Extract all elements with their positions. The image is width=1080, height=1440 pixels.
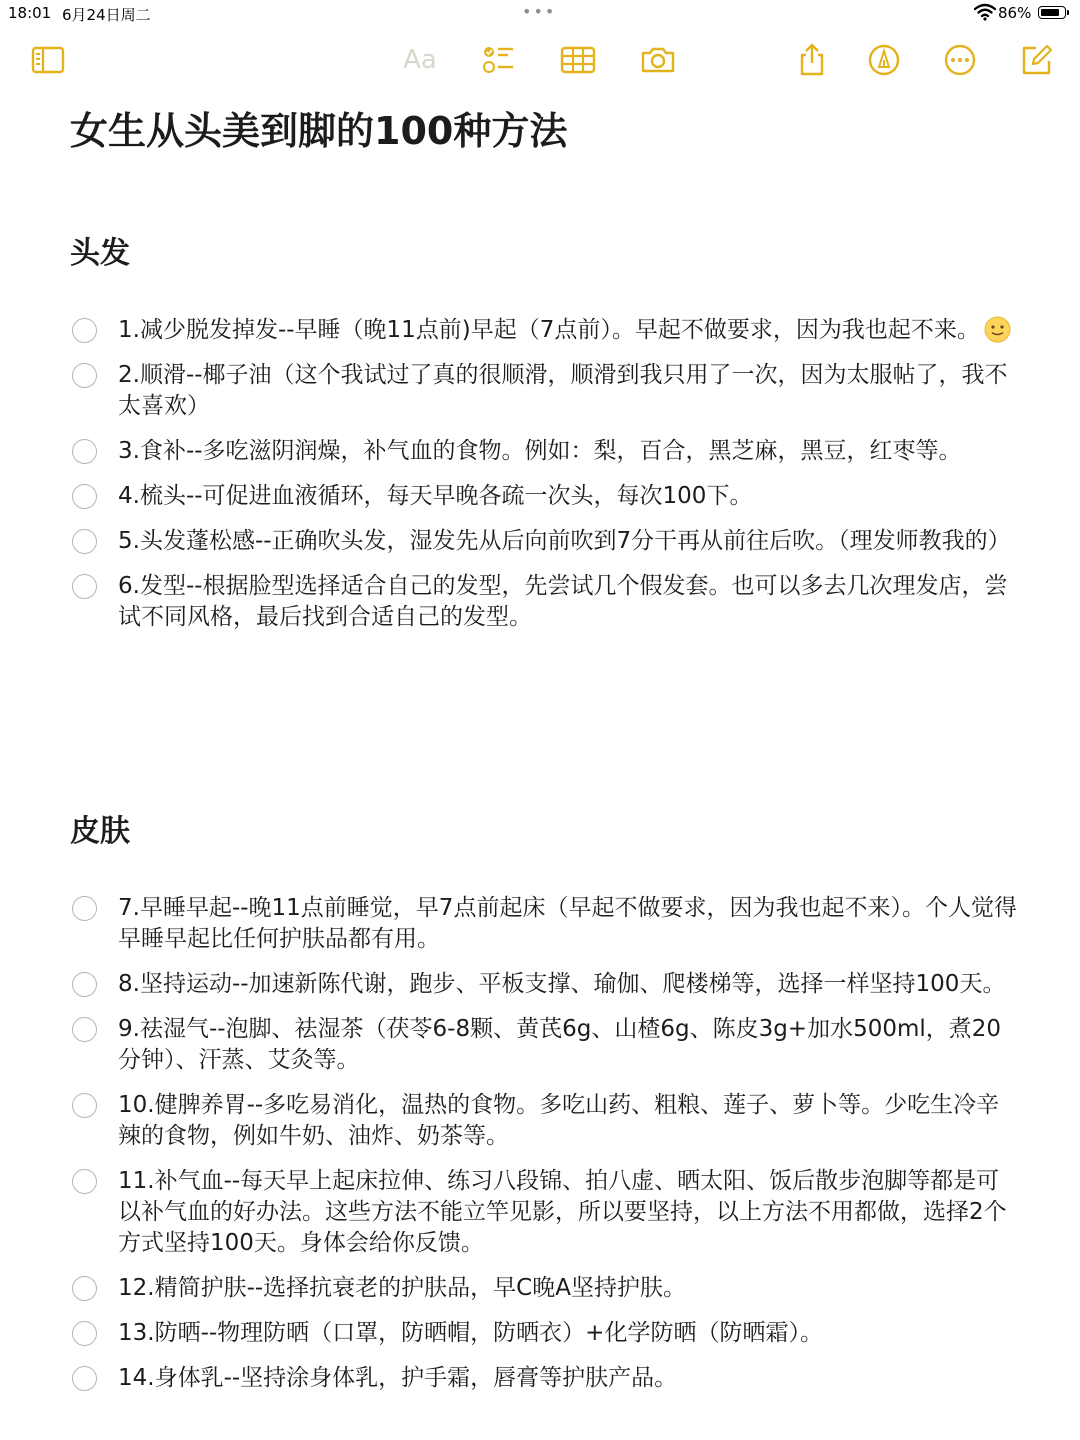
status-time: 18:01: [8, 4, 52, 22]
markup-icon: [866, 42, 902, 78]
compose-button[interactable]: [1016, 40, 1056, 80]
checklist-item-text[interactable]: 14.身体乳--坚持涂身体乳，护手霜，唇膏等护肤产品。: [118, 1365, 678, 1391]
sidebar-toggle-button[interactable]: [28, 40, 68, 80]
checkbox-circle[interactable]: [72, 484, 97, 509]
checklist-item[interactable]: [70, 1014, 1020, 1076]
checkbox-circle[interactable]: [72, 1017, 97, 1042]
notes-toolbar: [0, 40, 1080, 84]
compose-icon: [1018, 42, 1054, 78]
more-options-button[interactable]: [940, 40, 980, 80]
multitasking-dots-icon[interactable]: •••: [522, 2, 557, 21]
checkbox-circle[interactable]: [72, 529, 97, 554]
checklist-item-text[interactable]: 13.防晒--物理防晒（口罩，防晒帽，防晒衣）+化学防晒（防晒霜）。: [118, 1320, 823, 1346]
checkbox-circle[interactable]: [72, 1093, 97, 1118]
checklist-item[interactable]: [70, 1090, 1020, 1152]
table-icon: [560, 42, 596, 78]
checklist-button[interactable]: [478, 40, 518, 80]
section-heading-skin[interactable]: 皮肤: [70, 814, 130, 849]
checkbox-circle[interactable]: [72, 1366, 97, 1391]
battery-level-fill: [1041, 9, 1059, 16]
wifi-icon: [974, 3, 996, 21]
checklist-item[interactable]: [70, 1166, 1020, 1259]
checklist-item-text[interactable]: 9.祛湿气--泡脚、祛湿茶（茯苓6-8颗、黄芪6g、山楂6g、陈皮3g+加水500ml，煮20分钟）、汗蒸、艾灸等。: [118, 1016, 1002, 1073]
checklist-item-text[interactable]: 3.食补--多吃滋阴润燥，补气血的食物。例如：梨，百合，黑芝麻，黑豆，红枣等。: [118, 438, 962, 464]
format-button[interactable]: [400, 40, 440, 80]
camera-button[interactable]: [638, 40, 678, 80]
share-button[interactable]: [792, 40, 832, 80]
checkbox-circle[interactable]: [72, 1321, 97, 1346]
checklist-item-text[interactable]: 2.顺滑--椰子油（这个我试过了真的很顺滑，顺滑到我只用了一次，因为太服帖了，我不太喜欢）: [118, 362, 1008, 419]
checklist-item[interactable]: [70, 1363, 1020, 1394]
checklist-item[interactable]: [70, 526, 1020, 557]
more-icon: [942, 42, 978, 78]
checkbox-circle[interactable]: [72, 1276, 97, 1301]
share-icon: [794, 42, 830, 78]
checklist-item[interactable]: [70, 1318, 1020, 1349]
checkbox-circle[interactable]: [72, 972, 97, 997]
checkbox-circle[interactable]: [72, 363, 97, 388]
markup-button[interactable]: [864, 40, 904, 80]
battery-percent: 86%: [998, 4, 1032, 22]
checklist-item-text[interactable]: 7.早睡早起--晚11点前睡觉，早7点前起床（早起不做要求，因为我也起不来）。个人觉得早睡早起比任何护肤品都有用。: [118, 895, 1017, 952]
checklist-item[interactable]: [70, 481, 1020, 512]
checklist-item[interactable]: [70, 436, 1020, 467]
checklist-item-text[interactable]: 11.补气血--每天早上起床拉伸、练习八段锦、拍八虚、晒太阳、饭后散步泡脚等都是可以补气血的好办法。这些方法不能立竿见影，所以要坚持，以上方法不用都做，选择2个方式坚持100天。身体会给你反馈。: [118, 1168, 1007, 1256]
checklist-item[interactable]: [70, 571, 1020, 633]
checklist-item-text[interactable]: 10.健脾养胃--多吃易消化，温热的食物。多吃山药、粗粮、莲子、萝卜等。少吃生冷辛辣的食物，例如牛奶、油炸、奶茶等。: [118, 1092, 1000, 1149]
checklist-item[interactable]: [70, 1273, 1020, 1304]
checklist-item[interactable]: [70, 360, 1020, 422]
status-date: 6月24日周二: [62, 6, 151, 24]
checklist-item[interactable]: [70, 969, 1020, 1000]
format-label: Aa: [403, 45, 437, 75]
sidebar-icon: [30, 42, 66, 78]
checkbox-circle[interactable]: [72, 318, 97, 343]
note-title[interactable]: 女生从头美到脚的100种方法: [70, 109, 568, 153]
checklist-item-text[interactable]: 4.梳头--可促进血液循环，每天早晚各疏一次头，每次100下。: [118, 483, 753, 509]
battery-cap: [1067, 10, 1069, 15]
battery-icon: [1038, 6, 1066, 19]
checklist-item[interactable]: [70, 893, 1020, 955]
camera-icon: [640, 42, 676, 78]
checklist-item-text[interactable]: 1.减少脱发掉发--早睡（晚11点前)早起（7点前）。早起不做要求，因为我也起不来。: [118, 317, 980, 343]
checkbox-circle[interactable]: [72, 574, 97, 599]
checklist-icon: [480, 42, 516, 78]
status-bar: [0, 0, 1080, 28]
checkbox-circle[interactable]: [72, 896, 97, 921]
checkbox-circle[interactable]: [72, 439, 97, 464]
section-heading-hair[interactable]: 头发: [70, 236, 130, 271]
checklist-item-text[interactable]: 12.精简护肤--选择抗衰老的护肤品，早C晚A坚持护肤。: [118, 1275, 686, 1301]
checklist-item-text[interactable]: 5.头发蓬松感--正确吹头发，湿发先从后向前吹到7分干再从前往后吹。（理发师教我的）: [118, 528, 1011, 554]
checklist-skin: [70, 893, 1020, 1408]
checklist-hair: [70, 315, 1020, 647]
checklist-item-text[interactable]: 6.发型--根据脸型选择适合自己的发型，先尝试几个假发套。也可以多去几次理发店，尝试不同风格，最后找到合适自己的发型。: [118, 573, 1008, 630]
table-button[interactable]: [558, 40, 598, 80]
checklist-item[interactable]: [70, 315, 1020, 346]
smiling-face-emoji-icon: [984, 316, 1011, 343]
checkbox-circle[interactable]: [72, 1169, 97, 1194]
checklist-item-text[interactable]: 8.坚持运动--加速新陈代谢，跑步、平板支撑、瑜伽、爬楼梯等，选择一样坚持100天。: [118, 971, 1006, 997]
